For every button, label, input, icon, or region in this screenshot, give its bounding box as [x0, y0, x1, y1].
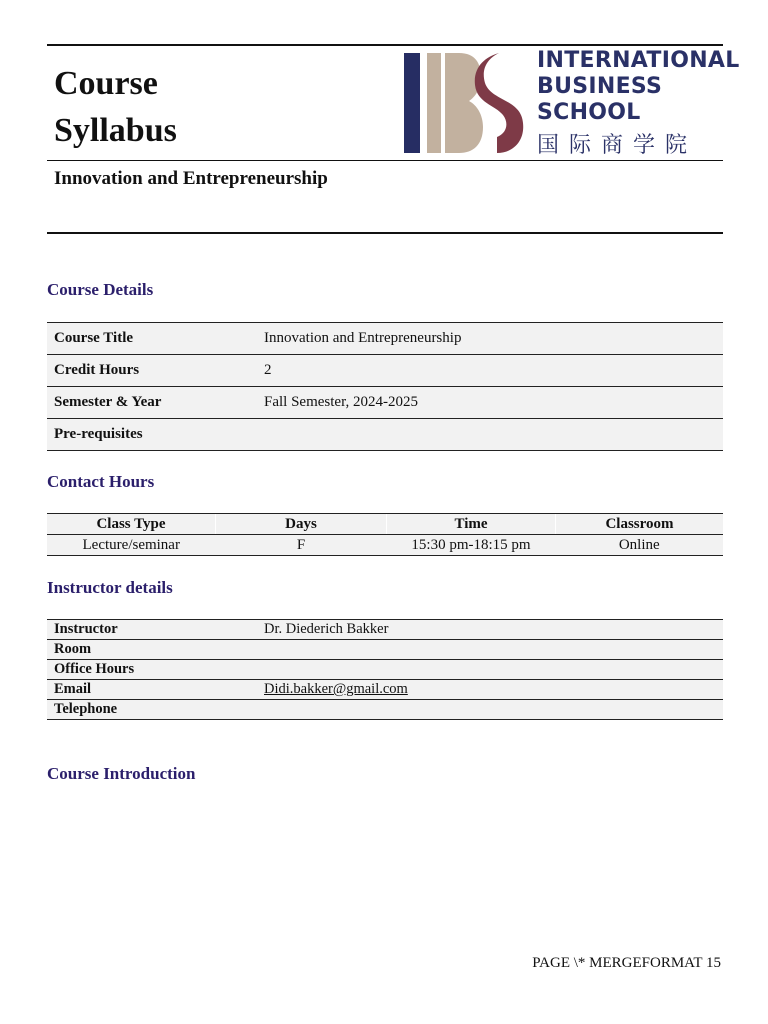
title-divider — [47, 160, 723, 161]
row-value — [257, 419, 723, 451]
instructor-table — [47, 619, 723, 720]
cell-time: 15:30 pm-18:15 pm — [387, 535, 556, 556]
title-line-2: Syllabus — [54, 112, 177, 149]
logo-chinese-name: 国际商学院 — [537, 133, 698, 158]
row-value: Fall Semester, 2024-2025 — [257, 387, 723, 419]
ibs-logo-mark — [403, 53, 529, 159]
logo-line-1: INTERNATIONAL — [537, 48, 740, 73]
row-value: Innovation and Entrepreneurship — [257, 323, 723, 355]
row-value: 2 — [257, 355, 723, 387]
section-contact-hours: Contact Hours — [47, 472, 155, 491]
logo-wordmark — [537, 48, 740, 126]
page-footer: PAGE \* MERGEFORMAT 15 — [532, 955, 721, 971]
row-label: Course Title — [47, 323, 257, 355]
cell-classroom: Online — [556, 535, 724, 556]
table-header-row — [47, 514, 723, 535]
top-rule — [47, 44, 723, 46]
header-class-type: Class Type — [47, 514, 216, 535]
row-label: Instructor — [47, 620, 257, 640]
title-line-1: Course — [54, 65, 158, 102]
contact-hours-table — [47, 513, 723, 556]
table-row — [47, 355, 723, 387]
table-row — [47, 640, 723, 660]
section-course-details: Course Details — [47, 280, 154, 299]
row-value: Dr. Diederich Bakker — [257, 620, 723, 640]
logo-line-2: BUSINESS — [537, 74, 663, 99]
header-days: Days — [216, 514, 387, 535]
logo-b-shape — [445, 53, 483, 153]
table-row — [47, 660, 723, 680]
section-instructor-details: Instructor details — [47, 578, 173, 597]
logo-bar-navy — [404, 53, 420, 153]
page-title — [54, 60, 177, 154]
email-cell — [257, 680, 723, 700]
row-label: Office Hours — [47, 660, 257, 680]
logo-bar-beige — [427, 53, 441, 153]
table-row — [47, 620, 723, 640]
row-label: Telephone — [47, 700, 257, 720]
cell-class-type: Lecture/seminar — [47, 535, 216, 556]
cell-days: F — [216, 535, 387, 556]
table-row — [47, 323, 723, 355]
header-classroom: Classroom — [556, 514, 724, 535]
row-label: Email — [47, 680, 257, 700]
header-bottom-rule — [47, 232, 723, 234]
logo-s-shape — [475, 53, 523, 153]
table-row — [47, 535, 723, 556]
table-row — [47, 387, 723, 419]
table-row — [47, 700, 723, 720]
email-link[interactable]: Didi.bakker@gmail.com — [264, 681, 408, 697]
row-value — [257, 660, 723, 680]
course-details-table — [47, 322, 723, 451]
course-subtitle: Innovation and Entrepreneurship — [54, 168, 328, 189]
row-label: Credit Hours — [47, 355, 257, 387]
table-row — [47, 419, 723, 451]
row-label: Room — [47, 640, 257, 660]
row-label: Semester & Year — [47, 387, 257, 419]
logo-line-3: SCHOOL — [537, 100, 641, 125]
section-course-introduction: Course Introduction — [47, 764, 196, 783]
table-row — [47, 680, 723, 700]
ibs-logo — [403, 48, 740, 158]
row-value — [257, 700, 723, 720]
row-value — [257, 640, 723, 660]
row-label: Pre-requisites — [47, 419, 257, 451]
header-time: Time — [387, 514, 556, 535]
